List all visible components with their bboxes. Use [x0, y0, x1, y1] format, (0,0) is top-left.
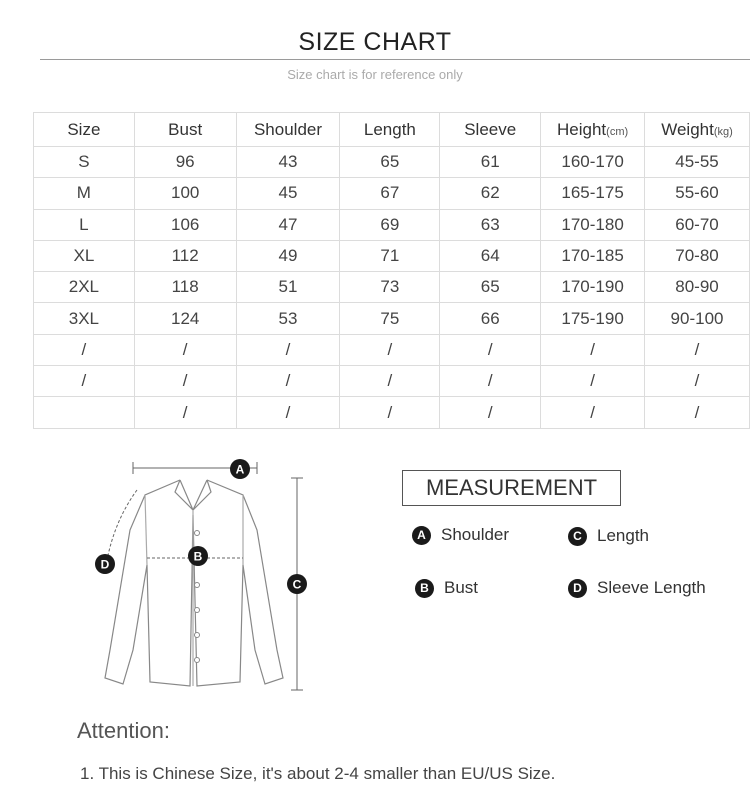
table-cell: 71 — [340, 240, 440, 271]
table-row — [34, 334, 750, 365]
size-table — [33, 112, 750, 429]
table-cell: / — [440, 397, 541, 428]
table-cell: 66 — [440, 303, 541, 334]
table-cell: / — [134, 366, 236, 397]
table-row — [34, 303, 750, 334]
table-cell: 160-170 — [541, 147, 645, 178]
table-cell: / — [134, 397, 236, 428]
attention-note: 1. This is Chinese Size, it's about 2-4 smaller than EU/US Size. — [80, 764, 556, 783]
table-cell: / — [340, 366, 440, 397]
attention-heading: Attention: — [77, 718, 170, 743]
table-cell: 64 — [440, 240, 541, 271]
table-row — [34, 147, 750, 178]
table-cell: 55-60 — [645, 178, 750, 209]
table-cell: S — [34, 147, 135, 178]
table-cell: 100 — [134, 178, 236, 209]
size-table-body — [34, 147, 750, 429]
table-cell: / — [34, 334, 135, 365]
column-header-label: Size — [67, 119, 101, 139]
column-header — [645, 113, 750, 147]
table-cell: / — [236, 397, 340, 428]
column-header — [134, 113, 236, 147]
table-cell: / — [340, 397, 440, 428]
svg-text:C: C — [292, 577, 302, 592]
table-cell: 165-175 — [541, 178, 645, 209]
column-header — [340, 113, 440, 147]
table-row — [34, 397, 750, 428]
table-cell: 112 — [134, 240, 236, 271]
table-cell: M — [34, 178, 135, 209]
page-subtitle: Size chart is for reference only — [287, 67, 463, 82]
legend-item-bust — [415, 578, 478, 598]
badge-a-icon — [230, 459, 250, 479]
table-cell: / — [440, 334, 541, 365]
table-cell: 67 — [340, 178, 440, 209]
column-header — [236, 113, 340, 147]
badge-a-icon: A — [412, 526, 431, 545]
table-cell: 170-180 — [541, 209, 645, 240]
table-cell — [34, 397, 135, 428]
table-cell: 3XL — [34, 303, 135, 334]
table-cell: 80-90 — [645, 272, 750, 303]
table-cell: / — [645, 334, 750, 365]
column-header — [541, 113, 645, 147]
column-header — [34, 113, 135, 147]
column-header-unit: (kg) — [713, 125, 733, 138]
table-cell: 124 — [134, 303, 236, 334]
table-cell: 61 — [440, 147, 541, 178]
table-cell: 53 — [236, 303, 340, 334]
measurement-heading: MEASUREMENT — [402, 470, 621, 506]
table-cell: 45-55 — [645, 147, 750, 178]
table-cell: / — [645, 397, 750, 428]
column-header-label: Height — [557, 119, 607, 139]
column-header-label: Weight — [661, 119, 714, 139]
table-cell: L — [34, 209, 135, 240]
legend-item-shoulder — [412, 525, 509, 545]
table-cell: / — [440, 366, 541, 397]
table-cell: 47 — [236, 209, 340, 240]
column-header-label: Length — [363, 119, 416, 139]
table-row — [34, 209, 750, 240]
table-row — [34, 178, 750, 209]
table-cell: 65 — [440, 272, 541, 303]
table-cell: / — [236, 366, 340, 397]
svg-text:D: D — [100, 557, 110, 572]
table-cell: 49 — [236, 240, 340, 271]
table-header-row — [34, 113, 750, 147]
table-cell: 43 — [236, 147, 340, 178]
table-cell: 65 — [340, 147, 440, 178]
table-cell: XL — [34, 240, 135, 271]
badge-b-icon: B — [415, 579, 434, 598]
legend-item-length — [568, 526, 649, 546]
table-cell: / — [541, 366, 645, 397]
legend-label: Sleeve Length — [597, 578, 706, 597]
table-cell: 63 — [440, 209, 541, 240]
table-cell: / — [34, 366, 135, 397]
legend-item-sleeve-length — [568, 578, 706, 598]
table-row — [34, 272, 750, 303]
table-cell: 62 — [440, 178, 541, 209]
table-cell: 75 — [340, 303, 440, 334]
svg-text:B: B — [193, 549, 203, 564]
title-divider — [40, 59, 750, 60]
legend-label: Shoulder — [441, 525, 510, 544]
table-cell: 118 — [134, 272, 236, 303]
table-cell: / — [340, 334, 440, 365]
badge-c-icon — [287, 574, 307, 594]
table-cell: 170-185 — [541, 240, 645, 271]
column-header-label: Bust — [168, 119, 203, 139]
column-header-label: Shoulder — [253, 119, 323, 139]
badge-d-icon — [95, 554, 115, 574]
table-cell: 106 — [134, 209, 236, 240]
svg-text:A: A — [235, 462, 245, 477]
table-cell: 175-190 — [541, 303, 645, 334]
page-title: SIZE CHART — [298, 28, 452, 56]
badge-d-icon: D — [568, 579, 587, 598]
badge-c-icon: C — [568, 527, 587, 546]
table-cell: 90-100 — [645, 303, 750, 334]
legend-label: Bust — [444, 578, 479, 597]
shirt-diagram — [85, 450, 325, 700]
table-cell: / — [541, 334, 645, 365]
table-cell: 45 — [236, 178, 340, 209]
table-cell: / — [236, 334, 340, 365]
table-cell: / — [541, 397, 645, 428]
table-cell: / — [645, 366, 750, 397]
badge-b-icon — [188, 546, 208, 566]
table-row — [34, 240, 750, 271]
table-cell: 170-190 — [541, 272, 645, 303]
table-cell: 60-70 — [645, 209, 750, 240]
table-row — [34, 366, 750, 397]
table-cell: 2XL — [34, 272, 135, 303]
table-cell: 51 — [236, 272, 340, 303]
table-cell: 70-80 — [645, 240, 750, 271]
column-header-unit: (cm) — [606, 125, 629, 138]
table-cell: 69 — [340, 209, 440, 240]
table-cell: 73 — [340, 272, 440, 303]
legend-label: Length — [597, 526, 649, 545]
table-cell: 96 — [134, 147, 236, 178]
column-header-label: Sleeve — [464, 119, 517, 139]
table-cell: / — [134, 334, 236, 365]
column-header — [440, 113, 541, 147]
